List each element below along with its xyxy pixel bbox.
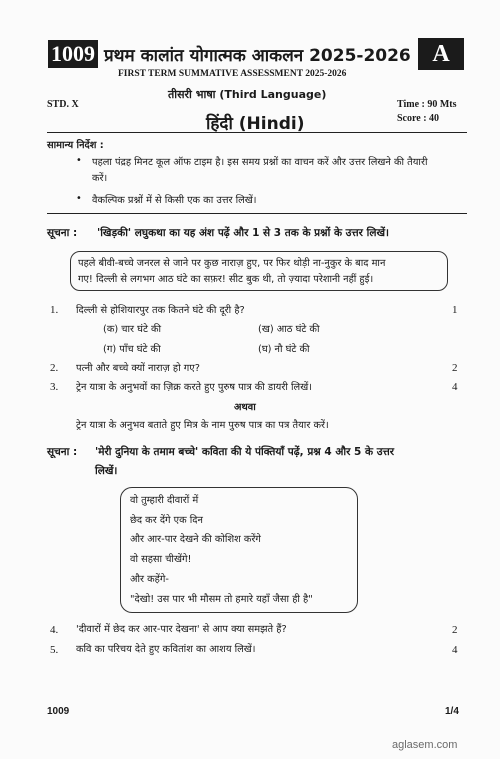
- time-label: Time : 90 Mts: [397, 99, 457, 110]
- poem-line: और कहेंगे-: [130, 574, 169, 585]
- question-number: 2.: [50, 362, 59, 374]
- language-label: तीसरी भाषा (Third Language): [168, 88, 327, 101]
- poem-line: वो तुम्हारी दीवारों में: [130, 495, 199, 506]
- option-d: (घ) नौ घंटे की: [258, 344, 310, 355]
- notice-label: सूचना :: [47, 227, 78, 239]
- question-5-text: कवि का परिचय देते हुए कवितांश का आशय लिखें।: [76, 644, 256, 655]
- question-4-marks: 2: [452, 624, 458, 636]
- question-2-marks: 2: [452, 362, 458, 374]
- std-label: STD. X: [47, 99, 79, 110]
- watermark: aglasem.com: [392, 739, 458, 751]
- poem-line: वो सहसा चीखेंगे!: [130, 554, 192, 565]
- question-number: 1.: [50, 304, 59, 316]
- page-number: 1/4: [445, 706, 459, 717]
- instructions-heading: सामान्य निर्देश :: [47, 140, 104, 151]
- option-b: (ख) आठ घंटे की: [258, 324, 320, 335]
- instruction-1-line1: पहला पंद्रह मिनट कूल ऑफ टाइम है। इस समय प्रश्नों का वाचन करें और उत्तर लिखने की तैयारी: [92, 157, 428, 168]
- or-label: अथवा: [234, 402, 256, 413]
- notice-text-line2: लिखें।: [95, 465, 118, 477]
- paper-code-badge: 1009: [48, 40, 98, 68]
- question-4-text: 'दीवारों में छेद कर आर-पार देखना' से आप क्या समझते हैं?: [76, 624, 287, 635]
- notice-text: 'खिड़की' लघुकथा का यह अंश पढ़ें और 1 से 3 तक के प्रश्नों के उत्तर लिखें।: [97, 227, 390, 239]
- question-1-marks: 1: [452, 304, 458, 316]
- subject-title: हिंदी (Hindi): [206, 114, 305, 134]
- bullet-icon: •: [76, 155, 82, 166]
- question-3-marks: 4: [452, 381, 458, 393]
- bullet-icon: •: [76, 193, 82, 204]
- exam-title: प्रथम कालांत योगात्मक आकलन 2025-2026: [104, 46, 411, 66]
- score-label: Score : 40: [397, 113, 440, 124]
- question-number: 3.: [50, 381, 59, 393]
- exam-subtitle: FIRST TERM SUMMATIVE ASSESSMENT 2025-2026: [118, 69, 347, 79]
- question-number: 5.: [50, 644, 59, 656]
- question-3-text: ट्रेन यात्रा के अनुभवों का ज़िक्र करते हुए पुरुष पात्र की डायरी लिखें।: [76, 382, 312, 393]
- poem-line: और आर-पार देखने की कोशिश करेंगे: [130, 534, 261, 545]
- poem-line: छेद कर देंगे एक दिन: [130, 515, 203, 526]
- option-a: (क) चार घंटे की: [103, 324, 162, 335]
- notice-label: सूचना :: [47, 446, 78, 458]
- question-5-marks: 4: [452, 644, 458, 656]
- passage-line-1: पहले बीवी-बच्चे जनरल से जाने पर कुछ नाराज़ हुए, पर फिर थोड़ी ना-नुकुर के बाद मान: [78, 258, 386, 269]
- notice-text-line1: 'मेरी दुनिया के तमाम बच्चे' कविता की ये पंक्तियाँ पढ़ें, प्रश्न 4 और 5 के उत्तर: [95, 446, 395, 458]
- option-c: (ग) पाँच घंटे की: [103, 344, 161, 355]
- question-3-alternative: ट्रेन यात्रा के अनुभव बताते हुए मित्र के नाम पुरुष पात्र का पत्र तैयार करें।: [76, 420, 329, 431]
- footer-code: 1009: [47, 706, 70, 717]
- header-divider: [47, 132, 467, 133]
- instruction-1-line2: करें।: [92, 173, 108, 184]
- instruction-2: वैकल्पिक प्रश्नों में से किसी एक का उत्तर लिखें।: [92, 195, 257, 206]
- poem-line: "देखो! उस पार भी मौसम तो हमारे यहाँ जैसा ही है": [130, 594, 313, 605]
- instructions-divider: [47, 213, 467, 214]
- question-number: 4.: [50, 624, 59, 636]
- question-2-text: पत्नी और बच्चे क्यों नाराज़ हो गए?: [76, 363, 200, 374]
- passage-line-2: गए! दिल्ली से लगभग आठ घंटे का सफ़र! सीट बुक थी, तो ज़्यादा परेशानी नहीं हुई।: [78, 274, 374, 285]
- question-1-text: दिल्ली से होशियारपुर तक कितने घंटे की दूरी है?: [76, 305, 245, 316]
- paper-set-badge: A: [418, 38, 464, 70]
